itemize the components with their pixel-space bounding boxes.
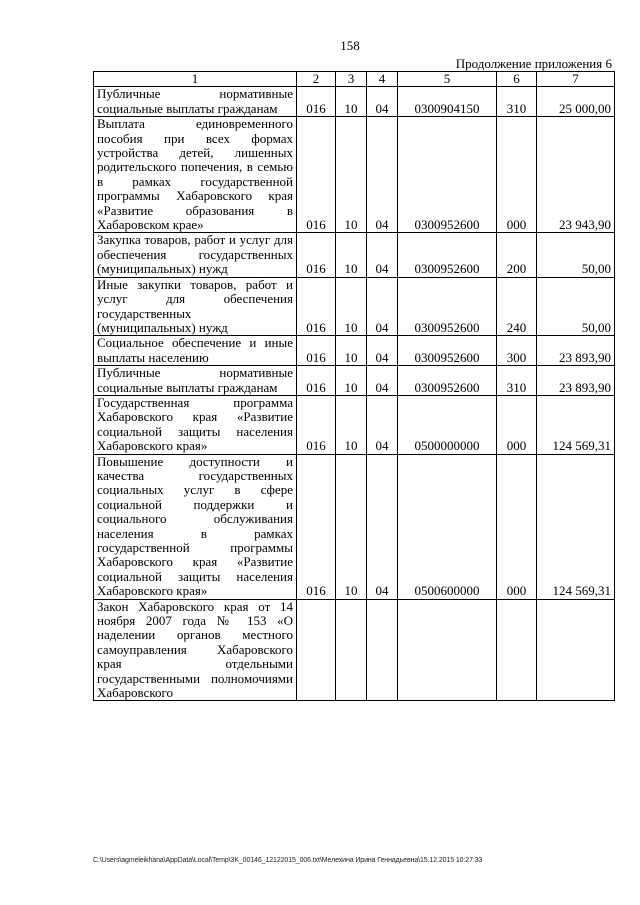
cell-amount: 23 893,90 bbox=[537, 366, 615, 396]
cell-target-article: 0300904150 bbox=[398, 87, 497, 117]
cell-expense-type: 300 bbox=[497, 336, 537, 366]
cell-section: 10 bbox=[336, 454, 367, 599]
cell-amount: 124 569,31 bbox=[537, 454, 615, 599]
cell-target-article: 0300952600 bbox=[398, 117, 497, 233]
row-name: Публичные нормативные социальные выплаты гражданам bbox=[94, 87, 297, 117]
cell-amount bbox=[537, 599, 615, 701]
cell-subsection: 04 bbox=[367, 336, 398, 366]
cell-target-article: 0500000000 bbox=[398, 395, 497, 454]
cell-ministry-code: 016 bbox=[297, 366, 336, 396]
cell-section: 10 bbox=[336, 395, 367, 454]
table-row bbox=[94, 366, 615, 396]
table-row bbox=[94, 277, 615, 336]
cell-section: 10 bbox=[336, 336, 367, 366]
table-row bbox=[94, 233, 615, 277]
cell-ministry-code: 016 bbox=[297, 395, 336, 454]
cell-subsection: 04 bbox=[367, 277, 398, 336]
appendix-note: Продолжение приложения 6 bbox=[455, 56, 612, 71]
cell-subsection: 04 bbox=[367, 395, 398, 454]
footer-path: C:\Users\agmeleikhana\AppData\Local\Temp\3K_00146_12122015_006.txt\Мелехина Ирина Геннадьевна\15.12.2015 10:27:33 bbox=[93, 857, 483, 864]
cell-amount: 124 569,31 bbox=[537, 395, 615, 454]
cell-ministry-code bbox=[297, 599, 336, 701]
cell-target-article: 0300952600 bbox=[398, 233, 497, 277]
column-header: 7 bbox=[537, 72, 615, 87]
table-row bbox=[94, 599, 615, 701]
cell-section: 10 bbox=[336, 366, 367, 396]
row-name: Государственная программа Хабаровского края «Развитие социальной защиты населения Хабаровского края» bbox=[94, 395, 297, 454]
table-row bbox=[94, 395, 615, 454]
cell-expense-type: 310 bbox=[497, 366, 537, 396]
table-row bbox=[94, 87, 615, 117]
cell-expense-type: 000 bbox=[497, 454, 537, 599]
budget-table bbox=[93, 71, 615, 701]
column-header: 5 bbox=[398, 72, 497, 87]
cell-target-article: 0300952600 bbox=[398, 277, 497, 336]
row-name: Социальное обеспечение и иные выплаты населению bbox=[94, 336, 297, 366]
column-header: 4 bbox=[367, 72, 398, 87]
cell-subsection bbox=[367, 599, 398, 701]
cell-ministry-code: 016 bbox=[297, 87, 336, 117]
table-row bbox=[94, 117, 615, 233]
cell-subsection: 04 bbox=[367, 454, 398, 599]
cell-ministry-code: 016 bbox=[297, 117, 336, 233]
cell-subsection: 04 bbox=[367, 233, 398, 277]
row-name: Закупка товаров, работ и услуг для обеспечения государственных (муниципальных) нужд bbox=[94, 233, 297, 277]
row-name: Выплата единовременного пособия при всех формах устройства детей, лишенных родительского попечения, в семью в рамках государственной программы Хабаровского края «Развитие образования в Хабаровском крае» bbox=[94, 117, 297, 233]
cell-expense-type: 000 bbox=[497, 395, 537, 454]
cell-subsection: 04 bbox=[367, 366, 398, 396]
cell-expense-type bbox=[497, 599, 537, 701]
cell-amount: 25 000,00 bbox=[537, 87, 615, 117]
cell-amount: 23 943,90 bbox=[537, 117, 615, 233]
cell-target-article: 0300952600 bbox=[398, 366, 497, 396]
row-name: Иные закупки товаров, работ и услуг для обеспечения государственных (муниципальных) нужд bbox=[94, 277, 297, 336]
cell-expense-type: 310 bbox=[497, 87, 537, 117]
cell-amount: 23 893,90 bbox=[537, 336, 615, 366]
cell-amount: 50,00 bbox=[537, 277, 615, 336]
cell-expense-type: 000 bbox=[497, 117, 537, 233]
cell-section: 10 bbox=[336, 277, 367, 336]
header-row bbox=[94, 72, 615, 87]
cell-ministry-code: 016 bbox=[297, 454, 336, 599]
cell-target-article: 0500600000 bbox=[398, 454, 497, 599]
cell-ministry-code: 016 bbox=[297, 277, 336, 336]
cell-section bbox=[336, 599, 367, 701]
row-name: Закон Хабаровского края от 14 ноября 2007 года № 153 «О наделении органов местного самоуправления Хабаровского края отдельными государственными полномочиями Хабаровского bbox=[94, 599, 297, 701]
cell-subsection: 04 bbox=[367, 87, 398, 117]
cell-target-article: 0300952600 bbox=[398, 336, 497, 366]
cell-section: 10 bbox=[336, 87, 367, 117]
table-row bbox=[94, 454, 615, 599]
row-name: Повышение доступности и качества государственных социальных услуг в сфере социальной поддержки и социального обслуживания населения в рамках государственной программы Хабаровского края «Развитие социальной защиты населения Хабаровского края» bbox=[94, 454, 297, 599]
cell-ministry-code: 016 bbox=[297, 233, 336, 277]
column-header: 2 bbox=[297, 72, 336, 87]
table-row bbox=[94, 336, 615, 366]
cell-section: 10 bbox=[336, 233, 367, 277]
cell-amount: 50,00 bbox=[537, 233, 615, 277]
column-header: 3 bbox=[336, 72, 367, 87]
cell-expense-type: 200 bbox=[497, 233, 537, 277]
row-name: Публичные нормативные социальные выплаты гражданам bbox=[94, 366, 297, 396]
column-header: 6 bbox=[497, 72, 537, 87]
cell-ministry-code: 016 bbox=[297, 336, 336, 366]
page-number: 158 bbox=[340, 38, 360, 53]
cell-expense-type: 240 bbox=[497, 277, 537, 336]
cell-section: 10 bbox=[336, 117, 367, 233]
cell-subsection: 04 bbox=[367, 117, 398, 233]
column-header: 1 bbox=[94, 72, 297, 87]
cell-target-article bbox=[398, 599, 497, 701]
